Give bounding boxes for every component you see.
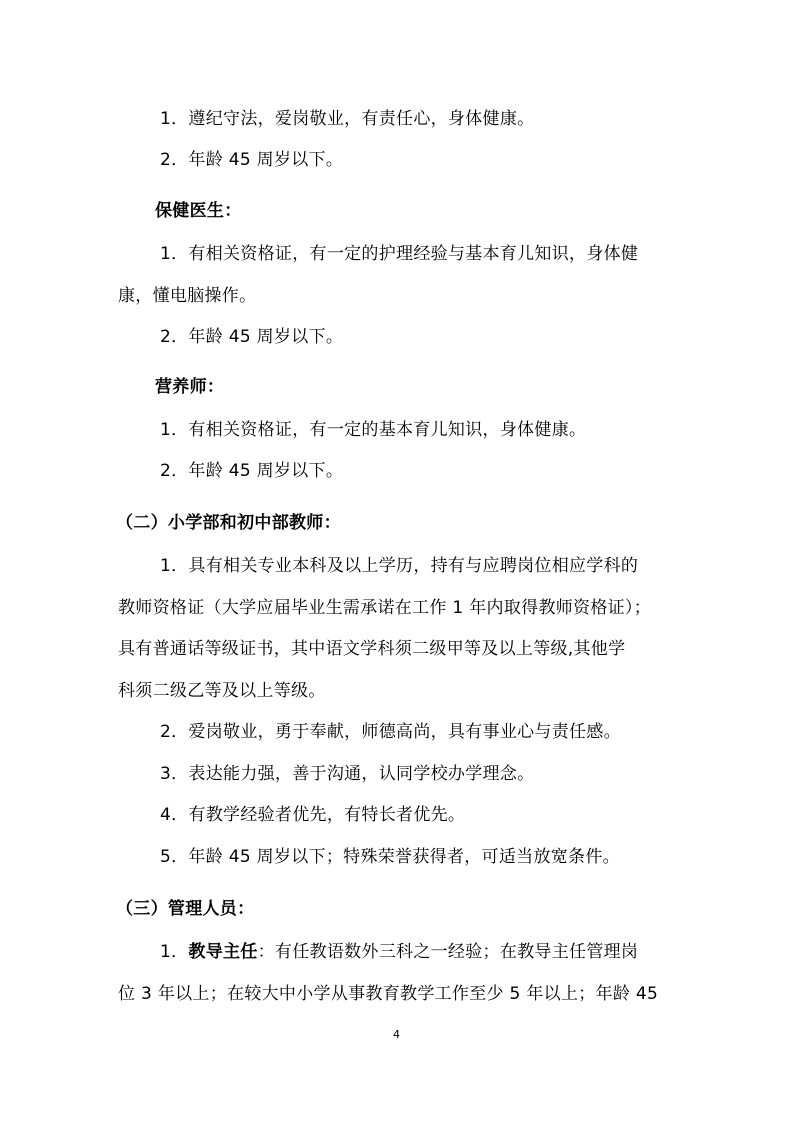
text-line-15: 2．爱岗敬业，勇于奉献，师德高尚，具有事业心与责任感。 xyxy=(160,722,621,742)
text-line-16: 3．表达能力强，善于沟通，认同学校办学理念。 xyxy=(160,764,535,784)
text-line-9: 2．年龄 45 周岁以下。 xyxy=(160,461,344,481)
text-line-8: 1．有相关资格证，有一定的基本育儿知识，身体健康。 xyxy=(160,420,587,440)
section-heading-teachers: （二）小学部和初中部教师： xyxy=(116,513,341,533)
text-line-17: 4．有教学经验者优先，有特长者优先。 xyxy=(160,805,466,825)
role-requirements: ：有任教语数外三科之一经验；在教导主任管理岗 xyxy=(257,942,639,962)
text-line-6: 2．年龄 45 周岁以下。 xyxy=(160,327,344,347)
section-heading-nutritionist: 营养师： xyxy=(155,377,225,397)
item-number: 1． xyxy=(160,942,189,962)
page-number: 4 xyxy=(393,1028,400,1041)
text-line-4: 1．有相关资格证，有一定的护理经验与基本育儿知识，身体健 xyxy=(160,244,639,264)
text-line-21: 位 3 年以上；在较大中小学从事教育教学工作至少 5 年以上；年龄 45 xyxy=(118,984,659,1004)
text-line-20 xyxy=(160,941,638,963)
text-line-2: 2．年龄 45 周岁以下。 xyxy=(160,150,344,170)
text-line-11: 1．具有相关专业本科及以上学历，持有与应聘岗位相应学科的 xyxy=(160,556,639,576)
text-line-12: 教师资格证（大学应届毕业生需承诺在工作 1 年内取得教师资格证）； xyxy=(118,598,652,618)
text-line-13: 具有普通话等级证书，其中语文学科须二级甲等及以上等级,其他学 xyxy=(118,639,626,659)
section-heading-management: （三）管理人员： xyxy=(116,899,255,919)
text-line-5: 康，懂电脑操作。 xyxy=(118,286,257,306)
text-line-1: 1．遵纪守法，爱岗敬业，有责任心，身体健康。 xyxy=(160,109,535,129)
section-heading-health-doctor: 保健医生： xyxy=(155,201,242,221)
text-line-14: 科须二级乙等及以上等级。 xyxy=(118,681,326,701)
role-dean-of-studies: 教导主任 xyxy=(188,942,258,962)
text-line-18: 5．年龄 45 周岁以下；特殊荣誉获得者，可适当放宽条件。 xyxy=(160,847,620,867)
